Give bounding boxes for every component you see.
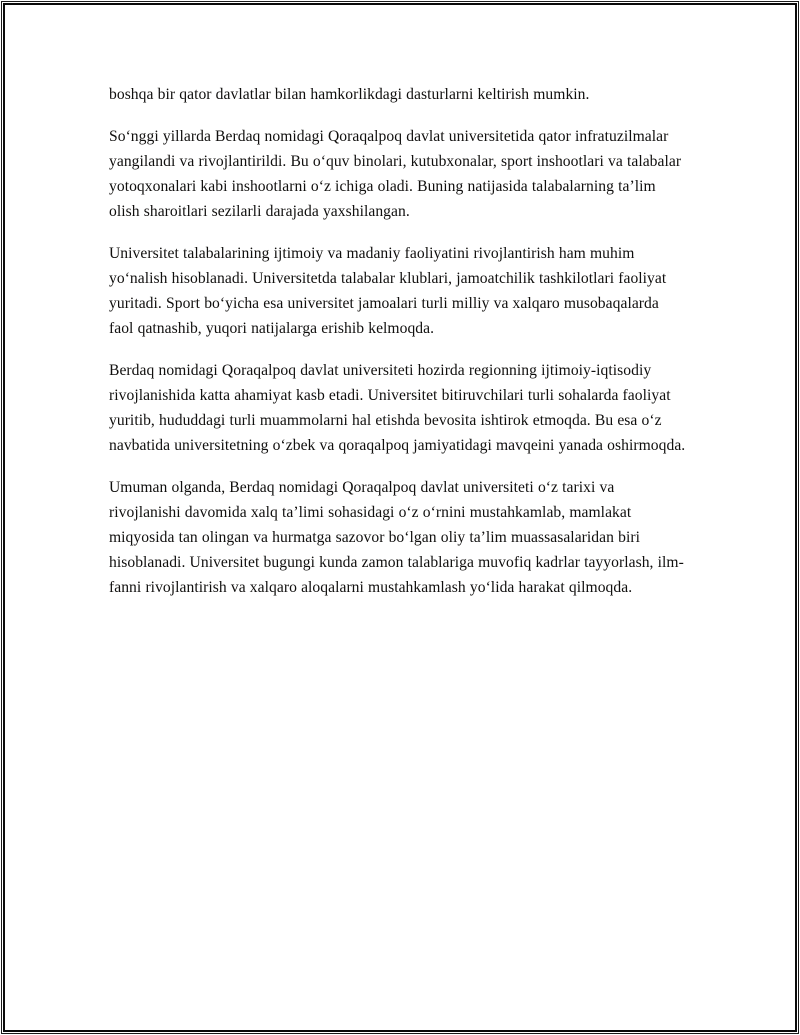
paragraph-infrastructure: So‘nggi yillarda Berdaq nomidagi Qoraqalpoq davlat universitetida qator infratuzilmalar yangilandi va rivojlantirildi. Bu o‘quv binolari, kutubxonalar, sport inshootlari va talabalar yotoqxonalari kabi inshootlarni o‘z ichiga oladi. Buning natijasida talabalarning ta’lim olish sharoitlari sezilarli darajada yaxshilangan.: [109, 128, 682, 220]
paragraph-social-cultural: Universitet talabalarining ijtimoiy va madaniy faoliyatini rivojlantirish ham muhim yo‘nalish hisoblanadi. Universitetda talabalar klublari, jamoatchilik tashkilotlari faoliyat yuritadi. Sport bo‘yicha esa universitet jamoalari turli milliy va xalqaro musobaqalarda faol qatnashib, yuqori natijalarga erishib kelmoqda.: [109, 245, 667, 337]
paragraph-continuation: boshqa bir qator davlatlar bilan hamkorlikdagi dasturlarni keltirish mumkin.: [109, 86, 590, 103]
paragraph-conclusion: Umuman olganda, Berdaq nomidagi Qoraqalpoq davlat universiteti o‘z tarixi va rivojlanishi davomida xalq ta’limi sohasidagi o‘z o‘rnini mustahkamlab, mamlakat miqyosida tan olingan va hurmatga sazovor bo‘lgan oliy ta’lim muassasalaridan biri hisoblanadi. Universitet bugungi kunda zamon talablariga muvofiq kadrlar tayyorlash, ilm-fanni rivojlantirish va xalqaro aloqalarni mustahkamlash yo‘lida harakat qilmoqda.: [109, 479, 684, 596]
document-text-column: [109, 82, 687, 600]
paragraph-regional-development: Berdaq nomidagi Qoraqalpoq davlat universiteti hozirda regionning ijtimoiy-iqtisodiy rivojlanishida katta ahamiyat kasb etadi. Universitet bitiruvchilari turli sohalarda faoliyat yuritib, hududdagi turli muammolarni hal etishda bevosita ishtirok etmoqda. Bu esa o‘z navbatida universitetning o‘zbek va qoraqalpoq jamiyatidagi mavqeini yanada oshirmoqda.: [109, 362, 686, 454]
